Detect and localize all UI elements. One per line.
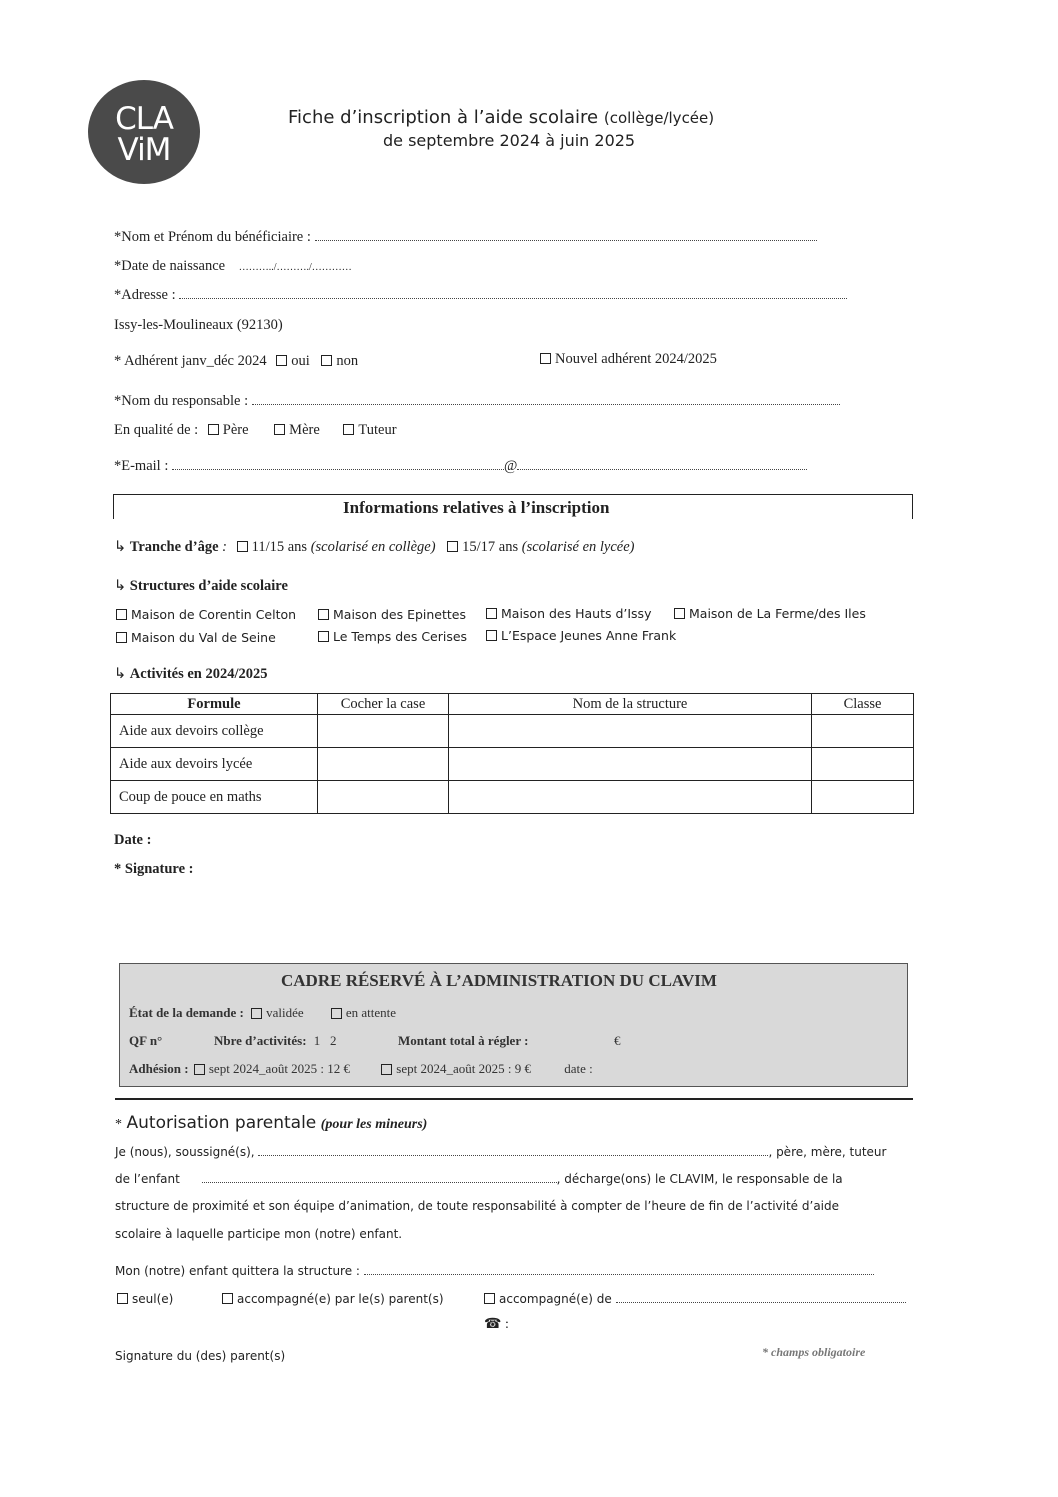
structures-heading [114, 578, 288, 595]
label-structure: Maison des Epinettes [333, 607, 467, 622]
euro-sign: € [614, 1033, 621, 1048]
checkbox-icon [674, 608, 685, 619]
note-age-11-15: (scolarisé en collège) [310, 539, 436, 555]
checkbox-icon [274, 424, 285, 435]
checkbox-seul[interactable] [117, 1292, 173, 1306]
autorisation-title: Autorisation parentale [126, 1113, 317, 1133]
checkbox-icon [540, 353, 551, 364]
checkbox-oui[interactable] [276, 353, 310, 369]
phone-field[interactable] [484, 1316, 509, 1333]
nbre-values: 1 2 [313, 1033, 337, 1048]
structure-item[interactable] [318, 607, 466, 622]
signature-label: * Signature : [114, 861, 194, 877]
label-oui: oui [291, 353, 310, 369]
label-adherent: * Adhérent janv_déc 2024 [114, 353, 267, 369]
checkbox-accompagne-parents[interactable] [222, 1292, 444, 1306]
structure-item[interactable] [318, 629, 467, 644]
input-nom-responsable[interactable] [252, 394, 840, 405]
label-adhesion-9: sept 2024_août 2025 : 9 € [396, 1061, 531, 1076]
text-pere-mere-tuteur: , père, mère, tuteur [768, 1145, 887, 1159]
date-label: Date : [114, 832, 152, 848]
table-header: Nom de la structure [449, 694, 812, 715]
input-date-naissance[interactable]: ………../………./………… [238, 262, 352, 273]
input-enfant[interactable] [202, 1172, 557, 1183]
label-admin-date: date : [564, 1061, 593, 1076]
admin-nbre [214, 1033, 337, 1049]
input-quittera[interactable] [364, 1264, 874, 1275]
input-email-user[interactable] [172, 459, 504, 470]
table-row [111, 781, 914, 814]
table-header: Classe [812, 694, 914, 715]
field-quittera[interactable] [115, 1264, 874, 1278]
label-nom-beneficiaire: *Nom et Prénom du bénéficiaire : [114, 229, 311, 245]
label-adhesion-12: sept 2024_août 2025 : 12 € [208, 1061, 351, 1076]
checkbox-icon [276, 355, 287, 366]
autorisation-line-1[interactable] [115, 1145, 911, 1159]
checkbox-icon [343, 424, 354, 435]
autorisation-line-2[interactable] [115, 1172, 911, 1186]
label-validee: validée [266, 1005, 304, 1020]
section-title-inscription: Informations relatives à l’inscription [343, 498, 610, 517]
label-structure: Maison du Val de Seine [131, 630, 276, 645]
checkbox-icon [447, 541, 458, 552]
form-subtitle: de septembre 2024 à juin 2025 [383, 131, 636, 150]
checkbox-icon [321, 355, 332, 366]
label-qualite: En qualité de : [114, 422, 199, 438]
checkbox-accompagne-de[interactable] [484, 1292, 906, 1306]
label-tranche-colon: : [222, 539, 227, 555]
arrow-icon: ↳ [114, 666, 127, 682]
text-decharge: , décharge(ons) le CLAVIM, le responsable de la [556, 1172, 843, 1186]
checkbox-mere[interactable] [274, 422, 320, 438]
table-header: Cocher la case [318, 694, 449, 715]
structure-item[interactable] [486, 606, 651, 621]
logo-line-1: CLA [115, 101, 173, 137]
autorisation-line-4: scolaire à laquelle participe mon (notre) enfant. [115, 1227, 403, 1241]
logo-line-2: ViM [117, 132, 171, 168]
table-row [111, 715, 914, 748]
checkbox-icon [251, 1008, 262, 1019]
checkbox-icon [318, 609, 329, 620]
checkbox-icon [117, 1293, 128, 1304]
clavim-logo [88, 80, 200, 184]
checkbox-adhesion-12[interactable] [194, 1061, 350, 1076]
table-cell-cocher[interactable] [318, 781, 449, 814]
table-cell-classe[interactable] [812, 748, 914, 781]
label-accompagne-de: accompagné(e) de [499, 1292, 612, 1306]
label-email: *E-mail : [114, 458, 169, 474]
form-title-main: Fiche d’inscription à l’aide scolaire [288, 107, 599, 128]
label-nom-responsable: *Nom du responsable : [114, 393, 249, 409]
email-at: @ [504, 458, 518, 474]
checkbox-icon [194, 1064, 205, 1075]
checkbox-age-15-17[interactable] [447, 539, 634, 555]
label-age-15-17: 15/17 ans [462, 539, 519, 555]
field-date-naissance[interactable] [114, 258, 352, 275]
label-structures: Structures d’aide scolaire [129, 578, 288, 594]
checkbox-en-attente[interactable] [331, 1005, 396, 1020]
label-mere: Mère [289, 422, 320, 438]
field-email[interactable] [114, 458, 807, 475]
phone-colon: : [504, 1317, 509, 1332]
autorisation-star: * [115, 1117, 122, 1132]
autorisation-line-3: structure de proximité et son équipe d’animation, de toute responsabilité à compter de l’heure de fin de l’activité d’aide [115, 1199, 840, 1213]
checkbox-nouvel-adherent[interactable] [540, 351, 717, 368]
checkbox-icon [116, 609, 127, 620]
table-cell-classe[interactable] [812, 781, 914, 814]
activites-heading [114, 666, 268, 683]
label-etat: État de la demande : [129, 1005, 244, 1020]
checkbox-age-11-15[interactable] [237, 539, 436, 555]
checkbox-icon [318, 631, 329, 642]
table-cell-formule: Aide aux devoirs lycée [111, 748, 318, 781]
label-date-naissance: *Date de naissance [114, 258, 226, 274]
form-title-suffix: (collège/lycée) [603, 109, 715, 127]
field-tranche-age[interactable] [114, 539, 635, 556]
checkbox-icon [116, 632, 127, 643]
label-accompagne-parents: accompagné(e) par le(s) parent(s) [237, 1292, 444, 1306]
divider [115, 1098, 913, 1100]
form-title [288, 107, 714, 128]
structure-item[interactable] [674, 606, 866, 621]
arrow-icon: ↳ [114, 578, 127, 594]
label-tuteur: Tuteur [358, 422, 397, 438]
table-cell-classe[interactable] [812, 715, 914, 748]
structure-item[interactable] [486, 628, 676, 643]
checkbox-validee[interactable] [251, 1005, 304, 1020]
table-cell-structure[interactable] [449, 781, 812, 814]
label-non: non [336, 353, 359, 369]
activites-table [110, 693, 914, 814]
table-cell-formule: Coup de pouce en maths [111, 781, 318, 814]
structure-item[interactable] [116, 630, 276, 645]
label-adresse: *Adresse : [114, 287, 176, 303]
table-cell-cocher[interactable] [318, 748, 449, 781]
label-activites: Activités en 2024/2025 [129, 666, 268, 682]
table-cell-structure[interactable] [449, 715, 812, 748]
input-nom-beneficiaire[interactable] [315, 230, 817, 241]
admin-title: CADRE RÉSERVÉ À L’ADMINISTRATION DU CLAVIM [281, 971, 717, 990]
checkbox-pere[interactable] [208, 422, 249, 438]
autorisation-heading [115, 1112, 427, 1133]
label-en-attente: en attente [345, 1005, 397, 1020]
text-soussigne: Je (nous), soussigné(s), [115, 1145, 255, 1159]
admin-etat [129, 1005, 396, 1021]
checkbox-icon [208, 424, 219, 435]
field-nom-responsable[interactable] [114, 393, 840, 410]
checkbox-icon [222, 1293, 233, 1304]
text-enfant: de l’enfant [115, 1172, 180, 1186]
checkbox-icon [486, 608, 497, 619]
label-age-11-15: 11/15 ans [251, 539, 308, 555]
label-structure: Le Temps des Cerises [333, 629, 468, 644]
table-cell-cocher[interactable] [318, 715, 449, 748]
autorisation-note: (pour les mineurs) [320, 1117, 428, 1132]
label-adhesion: Adhésion : [129, 1061, 189, 1076]
table-row [111, 748, 914, 781]
label-montant: Montant total à régler : [398, 1033, 529, 1048]
table-cell-formule: Aide aux devoirs collège [111, 715, 318, 748]
divider [113, 518, 913, 519]
admin-adhesion [129, 1061, 593, 1077]
field-adherent[interactable] [114, 353, 358, 370]
table-header-row [111, 694, 914, 715]
arrow-icon: ↳ [114, 539, 127, 555]
checkbox-tuteur[interactable] [343, 422, 396, 438]
input-soussigne[interactable] [258, 1145, 768, 1156]
structure-item[interactable] [116, 607, 296, 622]
checkbox-adhesion-9[interactable] [381, 1061, 531, 1076]
checkbox-non[interactable] [321, 353, 358, 369]
input-email-domain[interactable] [517, 459, 807, 470]
label-structure: Maison de La Ferme/des Iles [689, 606, 866, 621]
label-nbre: Nbre d’activités: [214, 1033, 307, 1048]
ville-text: Issy-les-Moulineaux (92130) [114, 317, 283, 333]
note-age-15-17: (scolarisé en lycée) [521, 539, 635, 555]
input-adresse[interactable] [179, 288, 847, 299]
label-qf: QF n° [129, 1033, 163, 1048]
label-quittera: Mon (notre) enfant quittera la structure : [115, 1264, 360, 1278]
label-structure: L’Espace Jeunes Anne Frank [501, 628, 677, 643]
label-tranche-age: Tranche d’âge [129, 539, 219, 555]
checkbox-icon [381, 1064, 392, 1075]
label-seul: seul(e) [132, 1292, 174, 1306]
label-structure: Maison des Hauts d’Issy [501, 606, 652, 621]
field-qualite[interactable] [114, 422, 397, 439]
label-nouvel-adherent: Nouvel adhérent 2024/2025 [555, 351, 717, 367]
checkbox-icon [484, 1293, 495, 1304]
label-pere: Père [222, 422, 249, 438]
champs-obligatoire-note: * champs obligatoire [762, 1345, 866, 1359]
input-accompagne-de[interactable] [616, 1292, 906, 1303]
field-adresse[interactable] [114, 287, 847, 304]
checkbox-icon [237, 541, 248, 552]
table-header: Formule [111, 694, 318, 715]
phone-icon: ☎ [484, 1317, 502, 1332]
checkbox-icon [331, 1008, 342, 1019]
label-structure: Maison de Corentin Celton [131, 607, 297, 622]
signature-parents-label: Signature du (des) parent(s) [115, 1349, 286, 1363]
checkbox-icon [486, 630, 497, 641]
field-nom-beneficiaire[interactable] [114, 229, 817, 246]
table-cell-structure[interactable] [449, 748, 812, 781]
